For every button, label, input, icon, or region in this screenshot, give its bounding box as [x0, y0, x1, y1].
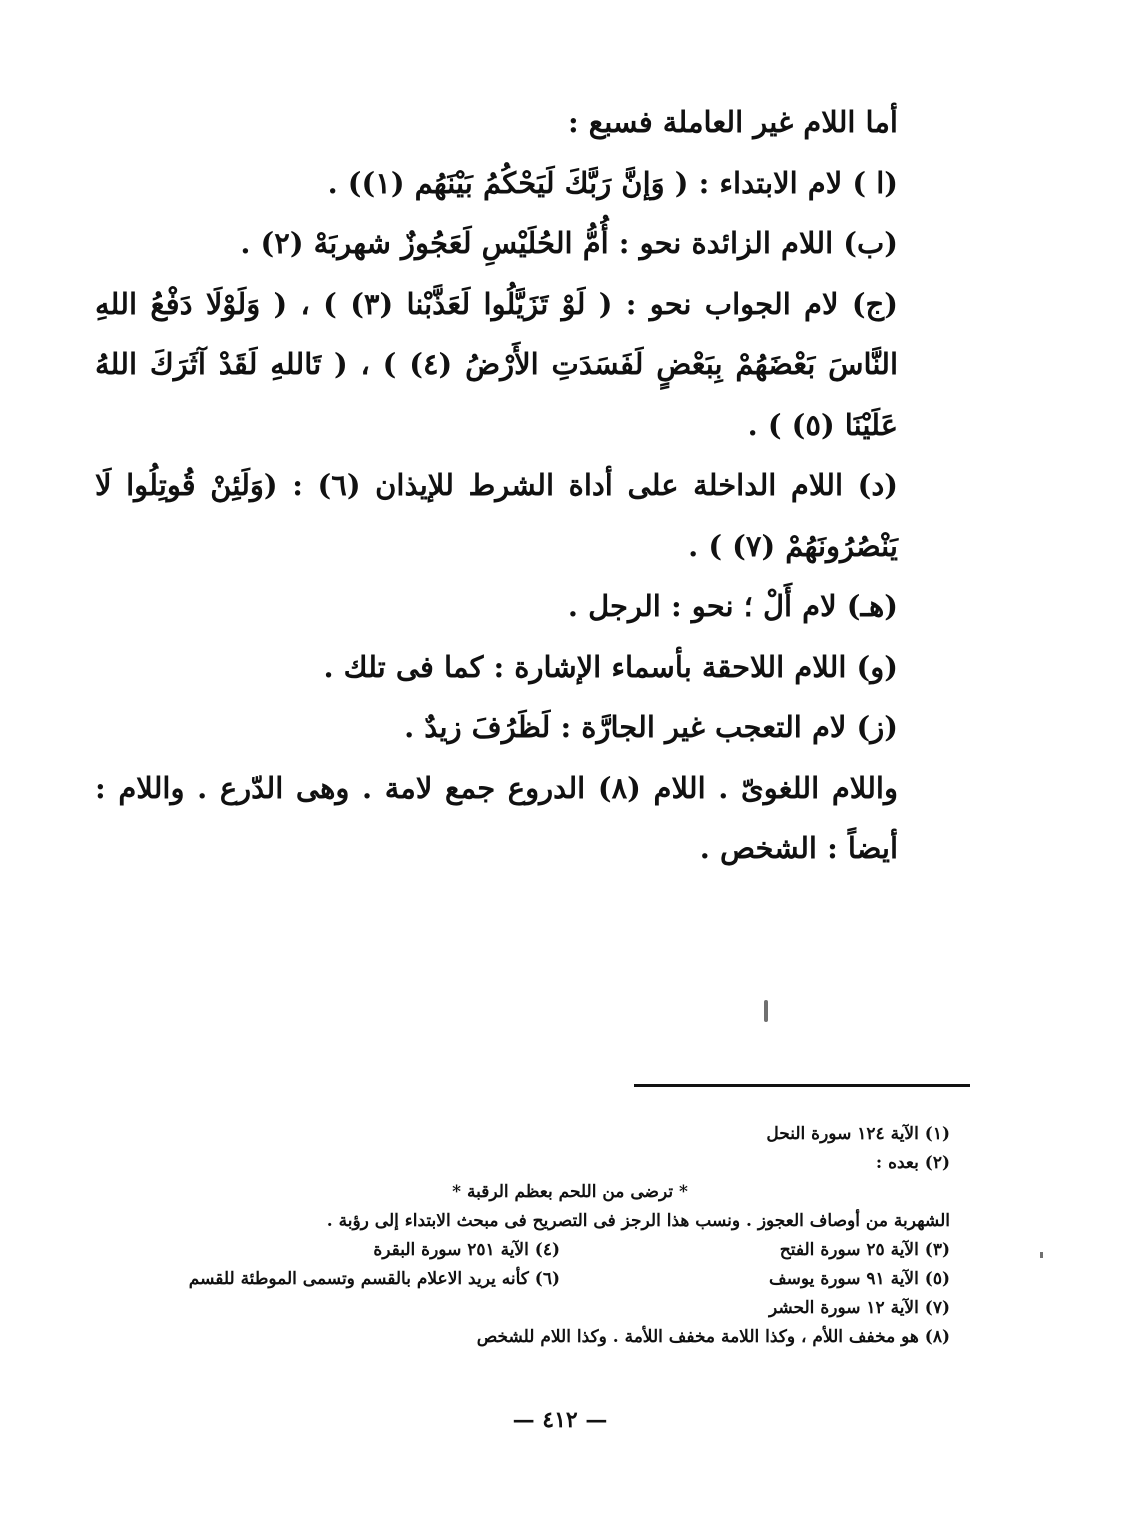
scan-speck-margin	[1040, 1252, 1043, 1258]
main-text	[95, 92, 940, 879]
footnotes	[190, 1120, 950, 1352]
footnote-row-5-6	[190, 1265, 950, 1294]
footnote-verse: * ترضى من اللحم بعظم الرقبة *	[452, 1182, 688, 1202]
footnote-2-note: الشهربة من أوصاف العجوز . ونسب هذا الرجز فى التصريح فى مبحث الابتداء إلى رؤبة .	[326, 1211, 950, 1231]
item-ba: (ب) اللام الزائدة نحو : أُمُّ الحُلَيْسِ لَعَجُوزٌ شهربَهْ (٢) .	[240, 226, 898, 260]
footnote-row-3-4	[190, 1236, 950, 1265]
lexical-note: واللام اللغوىّ . اللام (٨) الدروع جمع لامة . وهى الدّرع . واللام : أيضاً : الشخص .	[95, 770, 898, 865]
item-alif: (ا ) لام الابتداء : ( وَإنَّ رَبَّكَ لَيَحْكُمُ بَيْنَهُم (١)) .	[327, 165, 898, 200]
item-jim: (ج) لام الجواب نحو : ( لَوْ تَزَيَّلُوا لَعَذَّبْنا (٣) ) ، ( وَلَوْلَا دَفْعُ اللهِ النَّاسَ بَعْضَهُمْ بِبَعْضٍ لَفَسَدَتِ الأَرْضُ (٤) ) ، ( تَاللهِ لَقَدْ آثَرَكَ اللهُ عَلَيْنَا (٥) ) .	[95, 286, 899, 442]
item-zay: (ز) لام التعجب غير الجارَّة : لَظَرُفَ زيدٌ .	[404, 710, 898, 744]
item-dal: (د) اللام الداخلة على أداة الشرط للإيذان (٦) : (وَلَئِنْ قُوتِلُوا لَا يَنْصُرُونَهُمْ (٧) ) .	[95, 468, 899, 563]
intro-line: أما اللام غير العاملة فسبع :	[567, 105, 898, 139]
footnote-4: (٤) الآية ٢٥١ سورة البقرة	[373, 1240, 560, 1260]
footnote-1: (١) الآية ١٢٤ سورة النحل	[766, 1124, 950, 1144]
footnote-3: (٣) الآية ٢٥ سورة الفتح	[779, 1240, 950, 1260]
footnote-8: (٨) هو مخفف اللأم ، وكذا اللامة مخفف اللأمة . وكذا اللام للشخص	[476, 1327, 950, 1347]
footnote-separator	[634, 1084, 970, 1087]
item-waw: (و) اللام اللاحقة بأسماء الإشارة : كما فى تلك .	[323, 649, 898, 684]
footnote-5: (٥) الآية ٩١ سورة يوسف	[769, 1269, 950, 1289]
scan-speck	[764, 1000, 768, 1022]
item-ha: (هـ) لام أَلْ ؛ نحو : الرجل .	[567, 589, 898, 623]
page-number: — ٤١٢ —	[512, 1407, 608, 1433]
footnote-6: (٦) كأنه يريد الاعلام بالقسم وتسمى الموطئة للقسم	[188, 1269, 560, 1289]
footnote-2: (٢) بعده :	[875, 1153, 950, 1173]
footnote-7: (٧) الآية ١٢ سورة الحشر	[768, 1298, 950, 1318]
